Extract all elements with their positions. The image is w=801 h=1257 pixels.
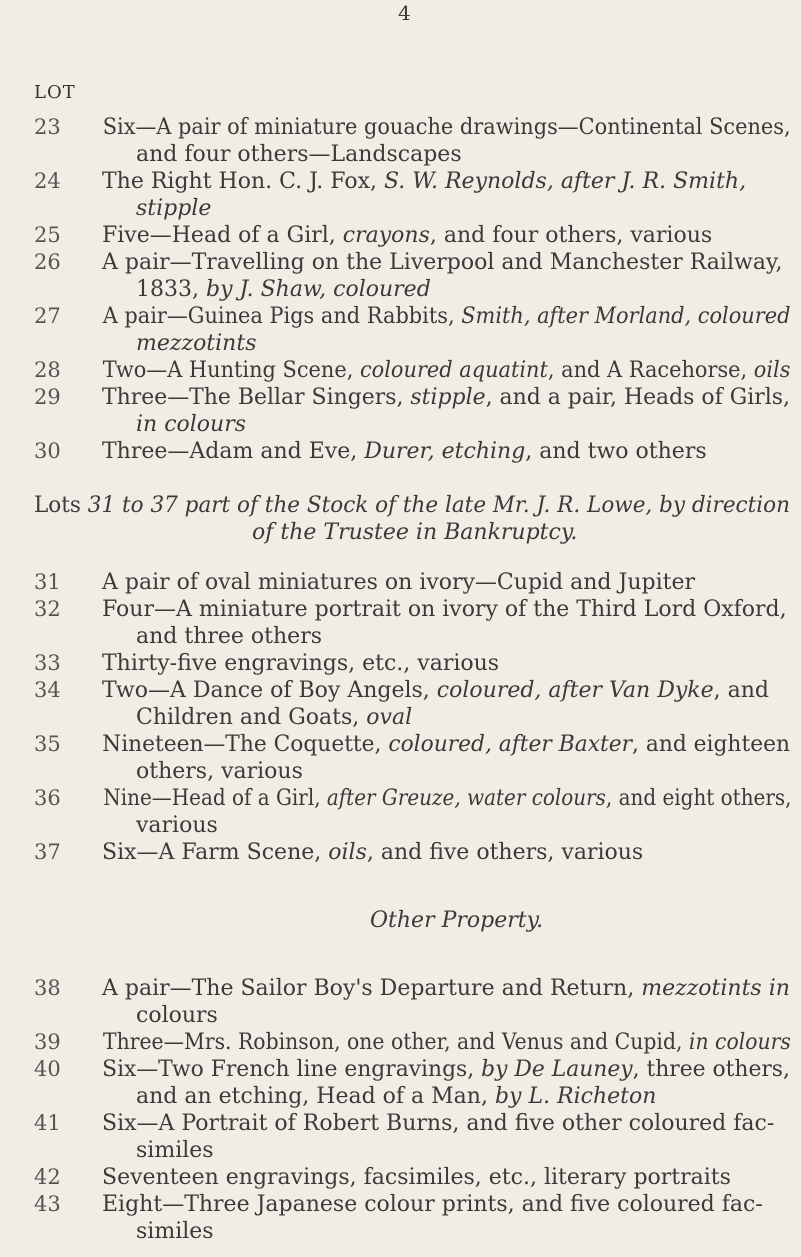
lot-description: A pair—Guinea Pigs and Rabbits, Smith, after Morland, coloured mezzotints: [102, 304, 791, 356]
lot-number: 40: [34, 1057, 61, 1081]
lot-description: Six—Two French line engravings, by De Launey, three others, and an etching, Head of a Man, by L. Richeton: [102, 1057, 790, 1109]
lot-entry: [34, 222, 786, 249]
lot-number: 37: [34, 840, 61, 864]
lot-number: 43: [34, 1192, 61, 1216]
lot-entry: [34, 303, 791, 357]
lot-description: Six—A Farm Scene, oils, and five others, various: [102, 840, 644, 865]
lot-entry: [34, 731, 790, 785]
lot-entry: [34, 596, 786, 650]
lot-entry: [34, 975, 790, 1029]
lot-description: A pair—Travelling on the Liverpool and Manchester Railway, 1833, by J. Shaw, coloured: [102, 250, 783, 302]
lot-entry: [34, 569, 786, 596]
lot-number: 32: [34, 597, 61, 621]
lot-description: Three—The Bellar Singers, stipple, and a pair, Heads of Girls, in colours: [102, 385, 790, 437]
lot-number: 25: [34, 223, 61, 247]
lot-number: 23: [34, 115, 61, 139]
lot-description: A pair—The Sailor Boy's Departure and Return, mezzotints in colours: [102, 976, 790, 1028]
section-prefix: Lots: [34, 493, 81, 518]
lot-entry: [34, 249, 786, 303]
lot-description: Three—Mrs. Robinson, one other, and Venus and Cupid, in colours: [103, 1030, 791, 1055]
lot-entry: [34, 785, 792, 839]
lot-entry: [34, 1191, 786, 1245]
lot-description: The Right Hon. C. J. Fox, S. W. Reynolds, after J. R. Smith, stipple: [102, 169, 747, 221]
lot-entry: [34, 1029, 791, 1056]
lot-description: Eight—Three Japanese colour prints, and five coloured fac- similes: [102, 1192, 763, 1244]
lot-number: 28: [34, 358, 61, 382]
lot-number: 29: [34, 385, 61, 409]
lot-number: 30: [34, 439, 61, 463]
lot-description: Seventeen engravings, facsimiles, etc., literary portraits: [102, 1165, 731, 1190]
lot-number: 35: [34, 732, 61, 756]
lot-entry: [34, 357, 791, 384]
lot-entry: [34, 438, 786, 465]
lot-number: 33: [34, 651, 61, 675]
lot-number: 36: [34, 786, 61, 810]
lot-entry: [34, 1056, 790, 1110]
lot-description: Nineteen—The Coquette, coloured, after Baxter, and eighteen others, various: [102, 732, 790, 784]
lot-description: Three—Adam and Eve, Durer, etching, and two others: [102, 439, 707, 464]
lot-entry: [34, 168, 786, 222]
lot-number: 31: [34, 570, 61, 594]
lot-column-header: LOT: [34, 82, 76, 103]
lot-description: A pair of oval miniatures on ivory—Cupid and Jupiter: [102, 570, 695, 595]
lot-number: 27: [34, 304, 61, 328]
lot-description: Thirty-five engravings, etc., various: [102, 651, 500, 676]
section-heading: Lots 31 to 37 part of the Stock of the late Mr. J. R. Lowe, by direction of the Trustee in Bankruptcy.: [34, 493, 790, 545]
lot-description: Two—A Hunting Scene, coloured aquatint, and A Racehorse, oils: [102, 358, 791, 383]
lot-description: Six—A Portrait of Robert Burns, and five other coloured fac- similes: [102, 1111, 775, 1163]
lot-number: 39: [34, 1030, 61, 1054]
lot-description: Two—A Dance of Boy Angels, coloured, after Van Dyke, and Children and Goats, oval: [102, 678, 769, 730]
page-number: 4: [398, 1, 411, 25]
lot-entry: [34, 384, 790, 438]
lot-description: Nine—Head of a Girl, after Greuze, water colours, and eight others, various: [103, 786, 792, 838]
lot-entry: [34, 839, 786, 866]
lot-number: 41: [34, 1111, 61, 1135]
lot-number: 38: [34, 976, 61, 1000]
lot-number: 34: [34, 678, 61, 702]
lot-entry: [34, 1164, 786, 1191]
lot-number: 42: [34, 1165, 61, 1189]
lot-entry: [34, 650, 786, 677]
lot-entry: [34, 114, 791, 168]
lot-entry: [34, 677, 786, 731]
lot-entry: [34, 1110, 786, 1164]
lot-description: Five—Head of a Girl, crayons, and four others, various: [102, 223, 713, 248]
lot-description: Six—A pair of miniature gouache drawings—Continental Scenes, and four others—Landscapes: [102, 115, 791, 167]
lot-description: Four—A miniature portrait on ivory of the Third Lord Oxford, and three others: [102, 597, 787, 649]
other-property-heading: Other Property.: [370, 908, 544, 933]
lot-number: 26: [34, 250, 61, 274]
lot-number: 24: [34, 169, 61, 193]
